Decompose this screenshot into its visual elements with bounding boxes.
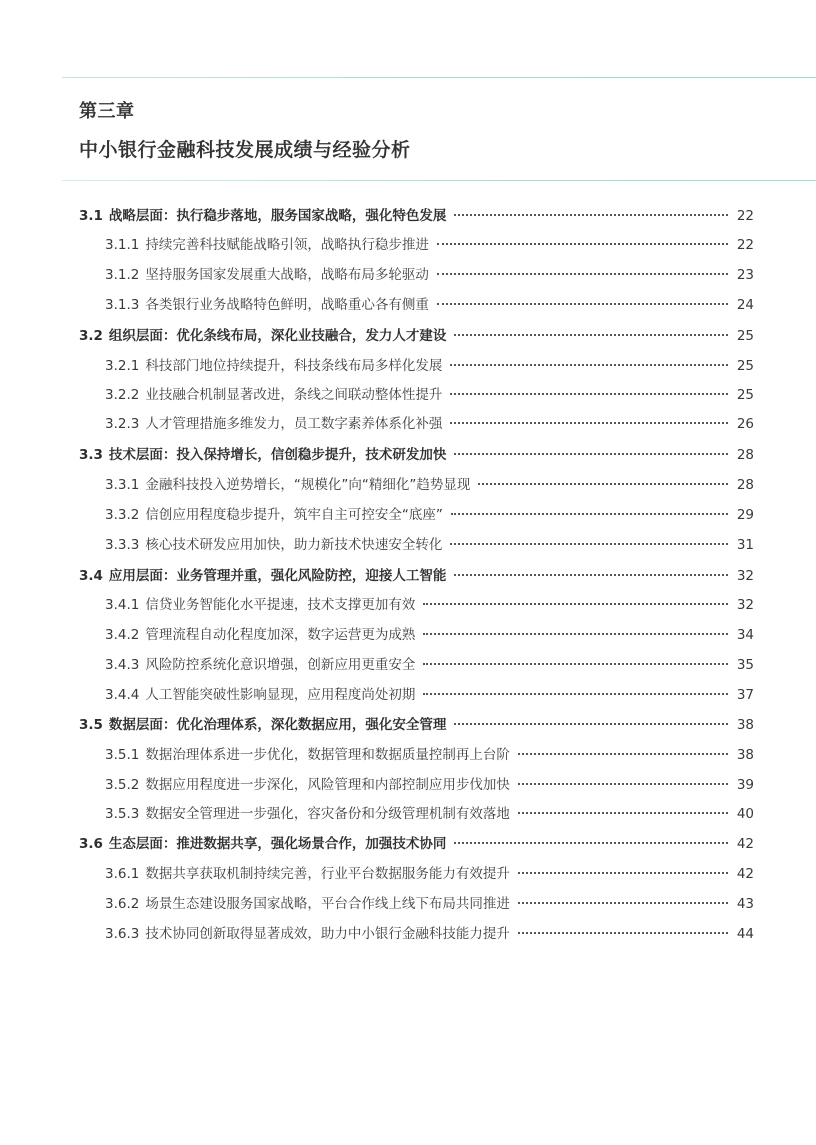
- toc-page-number: 44: [736, 926, 754, 942]
- dot-leader: [518, 783, 728, 785]
- toc-section-number: 3.2: [79, 328, 103, 344]
- toc-subsection-number: 3.3.2: [105, 507, 140, 523]
- toc-subsection-number: 3.6.1: [105, 866, 140, 882]
- toc-subsection-number: 3.4.2: [105, 627, 140, 643]
- toc-subsection-title: 金融科技投入逆势增长，“规模化”向“精细化”趋势显现: [145, 477, 471, 493]
- toc-subsection-3-5-2[interactable]: [105, 774, 754, 796]
- toc-section-3-3[interactable]: [79, 444, 754, 466]
- toc-subsection-title: 各类银行业务战略特色鲜明，战略重心各有侧重: [145, 297, 429, 313]
- toc-section-title: 技术层面：投入保持增长，信创稳步提升，技术研发加快: [108, 447, 447, 463]
- toc-page-number: 35: [736, 657, 754, 673]
- toc-page-number: 26: [736, 416, 754, 432]
- toc-page-number: 24: [736, 297, 754, 313]
- toc-subsection-number: 3.5.3: [105, 806, 140, 822]
- toc-section-3-1[interactable]: [79, 205, 754, 227]
- toc-section-number: 3.3: [79, 447, 103, 463]
- toc-page-number: 32: [736, 568, 754, 584]
- dot-leader: [437, 243, 728, 245]
- toc-subsection-title: 管理流程自动化程度加深，数字运营更为成熟: [145, 627, 416, 643]
- toc-subsection-3-4-1[interactable]: [105, 594, 754, 616]
- toc-section-3-6[interactable]: [79, 833, 754, 855]
- toc-subsection-title: 科技部门地位持续提升，科技条线布局多样化发展: [145, 358, 443, 374]
- toc-subsection-3-4-2[interactable]: [105, 624, 754, 646]
- dot-leader: [437, 273, 728, 275]
- toc-section-3-5[interactable]: [79, 714, 754, 736]
- toc-subsection-3-2-3[interactable]: [105, 413, 754, 435]
- toc-page-number: 29: [736, 507, 754, 523]
- dot-leader: [450, 543, 728, 545]
- toc-subsection-3-3-1[interactable]: [105, 474, 754, 496]
- toc-page-number: 23: [736, 267, 754, 283]
- toc-section-title: 应用层面：业务管理并重，强化风险防控，迎接人工智能: [108, 568, 447, 584]
- toc-section-title: 生态层面：推进数据共享，强化场景合作，加强技术协同: [108, 836, 447, 852]
- toc-subsection-3-4-3[interactable]: [105, 654, 754, 676]
- toc-page-number: 38: [736, 747, 754, 763]
- toc-page-number: 37: [736, 687, 754, 703]
- toc-section-title: 数据层面：优化治理体系，深化数据应用，强化安全管理: [108, 717, 447, 733]
- toc-subsection-3-1-1[interactable]: [105, 234, 754, 256]
- toc-subsection-3-3-3[interactable]: [105, 534, 754, 556]
- toc-subsection-3-6-1[interactable]: [105, 863, 754, 885]
- toc-page-number: 31: [736, 537, 754, 553]
- toc-subsection-number: 3.4.3: [105, 657, 140, 673]
- toc-section-number: 3.4: [79, 568, 103, 584]
- toc-subsection-title: 坚持服务国家发展重大战略，战略布局多轮驱动: [145, 267, 429, 283]
- top-divider: [62, 77, 816, 78]
- toc-section-3-2[interactable]: [79, 325, 754, 347]
- toc-page-number: 22: [736, 208, 754, 224]
- toc-subsection-3-5-3[interactable]: [105, 803, 754, 825]
- toc-subsection-number: 3.4.1: [105, 597, 140, 613]
- dot-leader: [450, 393, 728, 395]
- dot-leader: [454, 574, 728, 576]
- dot-leader: [454, 723, 728, 725]
- toc-subsection-number: 3.1.1: [105, 237, 140, 253]
- dot-leader: [450, 364, 728, 366]
- toc-subsection-title: 数据共享获取机制持续完善，行业平台数据服务能力有效提升: [145, 866, 510, 882]
- toc-section-number: 3.1: [79, 208, 103, 224]
- toc-subsection-title: 数据安全管理进一步强化，容灾备份和分级管理机制有效落地: [145, 806, 510, 822]
- toc-subsection-number: 3.5.2: [105, 777, 140, 793]
- dot-leader: [437, 303, 728, 305]
- toc-subsection-number: 3.3.1: [105, 477, 140, 493]
- toc-subsection-number: 3.3.3: [105, 537, 140, 553]
- dot-leader: [423, 603, 728, 605]
- toc-subsection-number: 3.6.3: [105, 926, 140, 942]
- toc-subsection-number: 3.6.2: [105, 896, 140, 912]
- toc-subsection-number: 3.1.2: [105, 267, 140, 283]
- toc-subsection-3-1-2[interactable]: [105, 264, 754, 286]
- toc-section-number: 3.5: [79, 717, 103, 733]
- toc-subsection-number: 3.2.2: [105, 387, 140, 403]
- dot-leader: [518, 753, 728, 755]
- dot-leader: [518, 932, 728, 934]
- toc-page-number: 32: [736, 597, 754, 613]
- toc-subsection-3-2-2[interactable]: [105, 384, 754, 406]
- toc-subsection-number: 3.4.4: [105, 687, 140, 703]
- toc-subsection-number: 3.5.1: [105, 747, 140, 763]
- toc-subsection-number: 3.2.3: [105, 416, 140, 432]
- toc-page-number: 25: [736, 387, 754, 403]
- toc-section-3-4[interactable]: [79, 565, 754, 587]
- toc-page-number: 25: [736, 358, 754, 374]
- toc-subsection-title: 技术协同创新取得显著成效，助力中小银行金融科技能力提升: [145, 926, 510, 942]
- toc-subsection-title: 信创应用程度稳步提升，筑牢自主可控安全“底座”: [145, 507, 443, 523]
- toc-subsection-title: 人工智能突破性影响显现，应用程度尚处初期: [145, 687, 416, 703]
- chapter-title: 中小银行金融科技发展成绩与经验分析: [79, 139, 411, 161]
- toc-subsection-title: 风险防控系统化意识增强，创新应用更重安全: [145, 657, 416, 673]
- toc-subsection-number: 3.1.3: [105, 297, 140, 313]
- toc-page-number: 28: [736, 477, 754, 493]
- toc-page-number: 34: [736, 627, 754, 643]
- toc-subsection-3-3-2[interactable]: [105, 504, 754, 526]
- toc-page-number: 22: [736, 237, 754, 253]
- toc-subsection-3-5-1[interactable]: [105, 744, 754, 766]
- toc-subsection-title: 业技融合机制显著改进，条线之间联动整体性提升: [145, 387, 443, 403]
- dot-leader: [454, 842, 728, 844]
- toc-page-number: 42: [736, 866, 754, 882]
- toc-subsection-3-1-3[interactable]: [105, 294, 754, 316]
- dot-leader: [478, 483, 728, 485]
- dot-leader: [518, 872, 728, 874]
- dot-leader: [518, 902, 728, 904]
- dot-leader: [454, 334, 728, 336]
- toc-page-number: 42: [736, 836, 754, 852]
- toc-subsection-3-4-4[interactable]: [105, 684, 754, 706]
- dot-leader: [454, 214, 728, 216]
- header-divider: [62, 180, 816, 181]
- toc-subsection-title: 核心技术研发应用加快，助力新技术快速安全转化: [145, 537, 443, 553]
- dot-leader: [454, 453, 728, 455]
- toc-subsection-3-6-2[interactable]: [105, 893, 754, 915]
- dot-leader: [451, 513, 728, 515]
- toc-subsection-title: 数据应用程度进一步深化，风险管理和内部控制应用步伐加快: [145, 777, 510, 793]
- dot-leader: [423, 693, 728, 695]
- toc-section-title: 战略层面：执行稳步落地，服务国家战略，强化特色发展: [108, 208, 447, 224]
- dot-leader: [423, 633, 728, 635]
- toc-page-number: 38: [736, 717, 754, 733]
- chapter-label: 第三章: [79, 101, 135, 122]
- toc-page-number: 40: [736, 806, 754, 822]
- toc-page-number: 25: [736, 328, 754, 344]
- toc-subsection-3-2-1[interactable]: [105, 355, 754, 377]
- dot-leader: [450, 422, 728, 424]
- toc-subsection-title: 人才管理措施多维发力，员工数字素养体系化补强: [145, 416, 443, 432]
- toc-subsection-title: 信贷业务智能化水平提速，技术支撑更加有效: [145, 597, 416, 613]
- toc-page-number: 39: [736, 777, 754, 793]
- toc-section-number: 3.6: [79, 836, 103, 852]
- dot-leader: [518, 812, 728, 814]
- toc-subsection-number: 3.2.1: [105, 358, 140, 374]
- toc-subsection-title: 持续完善科技赋能战略引领，战略执行稳步推进: [145, 237, 429, 253]
- toc-page-number: 28: [736, 447, 754, 463]
- dot-leader: [423, 663, 728, 665]
- toc-subsection-3-6-3[interactable]: [105, 923, 754, 945]
- toc-section-title: 组织层面：优化条线布局，深化业技融合，发力人才建设: [108, 328, 447, 344]
- toc-page-number: 43: [736, 896, 754, 912]
- toc-subsection-title: 数据治理体系进一步优化，数据管理和数据质量控制再上台阶: [145, 747, 510, 763]
- toc-subsection-title: 场景生态建设服务国家战略，平台合作线上线下布局共同推进: [145, 896, 510, 912]
